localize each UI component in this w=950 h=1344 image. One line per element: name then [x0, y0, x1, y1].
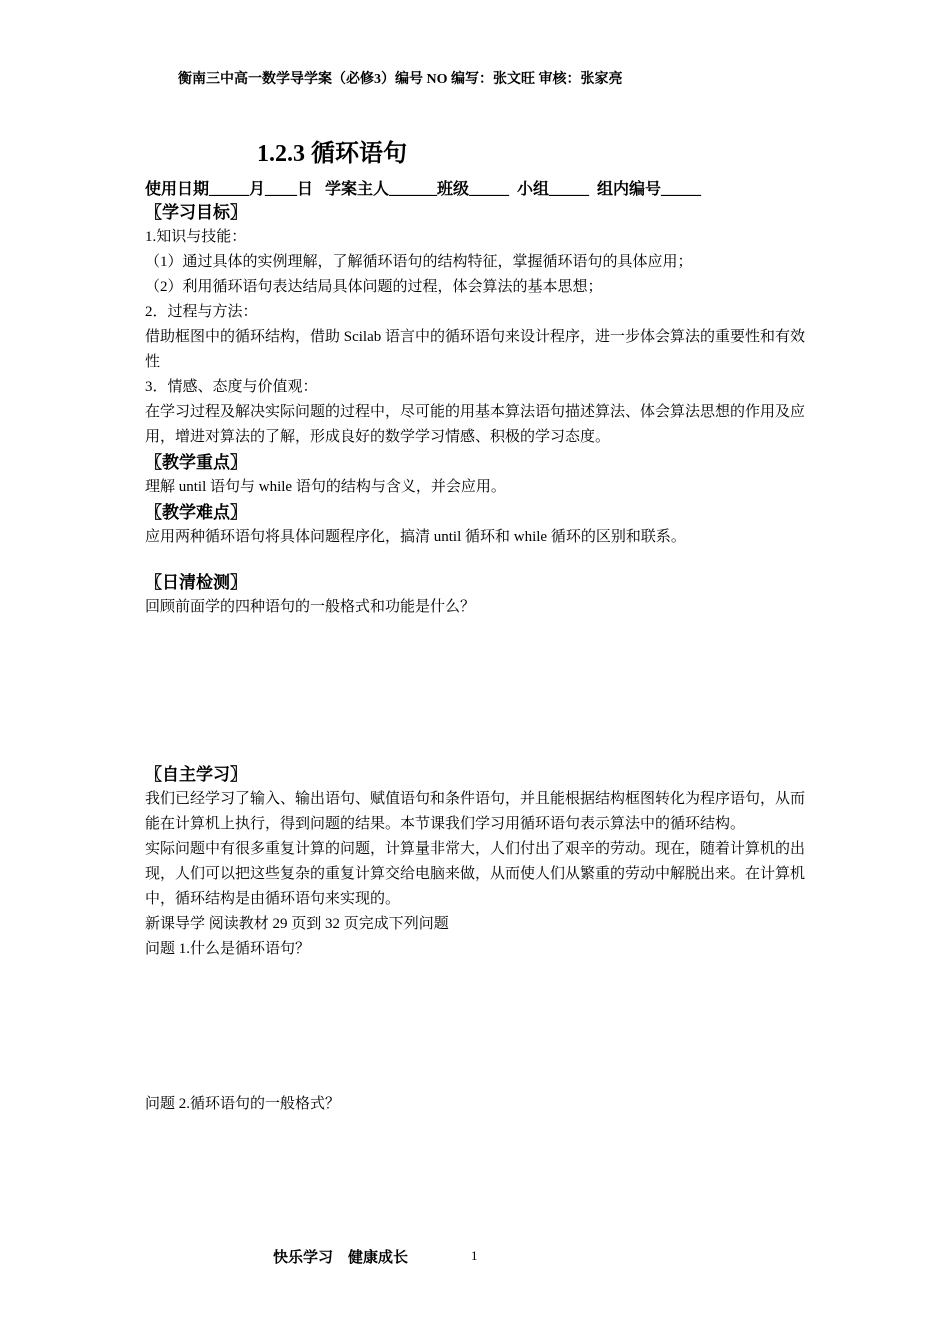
question-2: 问题 2.循环语句的一般格式？ — [145, 1096, 341, 1112]
daily-check-question: 回顾前面学的四种语句的一般格式和功能是什么？ — [145, 599, 476, 615]
usage-info-line: 使用日期_____月____日 学案主人______班级_____ 小组_____ 组内编号_____ — [145, 181, 702, 198]
difficulty-text: 应用两种循环语句将具体问题程序化，搞清 until 循环和 while 循环的区别和联系。 — [145, 529, 686, 545]
page-number: 1 — [471, 1248, 478, 1263]
goals-item: 3．情感、态度与价值观： — [145, 379, 318, 395]
difficulty-heading: 〖教学难点〗 — [145, 503, 247, 522]
goals-item: 1.知识与技能： — [145, 229, 247, 245]
goals-heading: 〖学习目标〗 — [145, 203, 247, 222]
goals-item: 2．过程与方法： — [145, 304, 258, 320]
key-points-heading: 〖教学重点〗 — [145, 453, 247, 472]
self-study-paragraph: 我们已经学习了输入、输出语句、赋值语句和条件语句，并且能根据结构框图转化为程序语句，从而能在计算机上执行，得到问题的结果。本节课我们学习用循环语句表示算法中的循环结构。 — [145, 791, 806, 832]
key-points-text: 理解 until 语句与 while 语句的结构与含义，并会应用。 — [145, 479, 506, 495]
self-study-heading: 〖自主学习〗 — [145, 765, 247, 784]
footer-motto: 快乐学习 健康成长 — [273, 1250, 409, 1266]
page-title: 1.2.3 循环语句 — [257, 141, 407, 167]
document-body — [145, 200, 815, 1117]
answer-space — [145, 962, 815, 1092]
question-1: 问题 1.什么是循环语句？ — [145, 941, 311, 957]
document-header: 衡南三中高一数学导学案（必修3）编号 NO 编写：张文旺 审核：张家亮 — [178, 72, 623, 87]
goals-item: （2）利用循环语句表达结局具体问题的过程，体会算法的基本思想； — [145, 279, 603, 295]
self-study-paragraph: 新课导学 阅读教材 29 页到 32 页完成下列问题 — [145, 916, 449, 932]
self-study-paragraph: 实际问题中有很多重复计算的问题，计算量非常大，人们付出了艰辛的劳动。现在，随着计算机的出现，人们可以把这些复杂的重复计算交给电脑来做，从而使人们从繁重的劳动中解脱出来。在计算机中，循环结构是由循环语句来实现的。 — [145, 841, 806, 907]
daily-check-heading: 〖日清检测〗 — [145, 573, 247, 592]
goals-item: （1）通过具体的实例理解，了解循环语句的结构特征，掌握循环语句的具体应用； — [145, 254, 693, 270]
goals-item: 借助框图中的循环结构，借助 Scilab 语言中的循环语句来设计程序，进一步体会算法的重要性和有效性 — [145, 329, 805, 370]
goals-item: 在学习过程及解决实际问题的过程中，尽可能的用基本算法语句描述算法、体会算法思想的作用及应用，增进对算法的了解，形成良好的数学学习情感、积极的学习态度。 — [145, 404, 806, 445]
answer-space — [145, 620, 815, 762]
